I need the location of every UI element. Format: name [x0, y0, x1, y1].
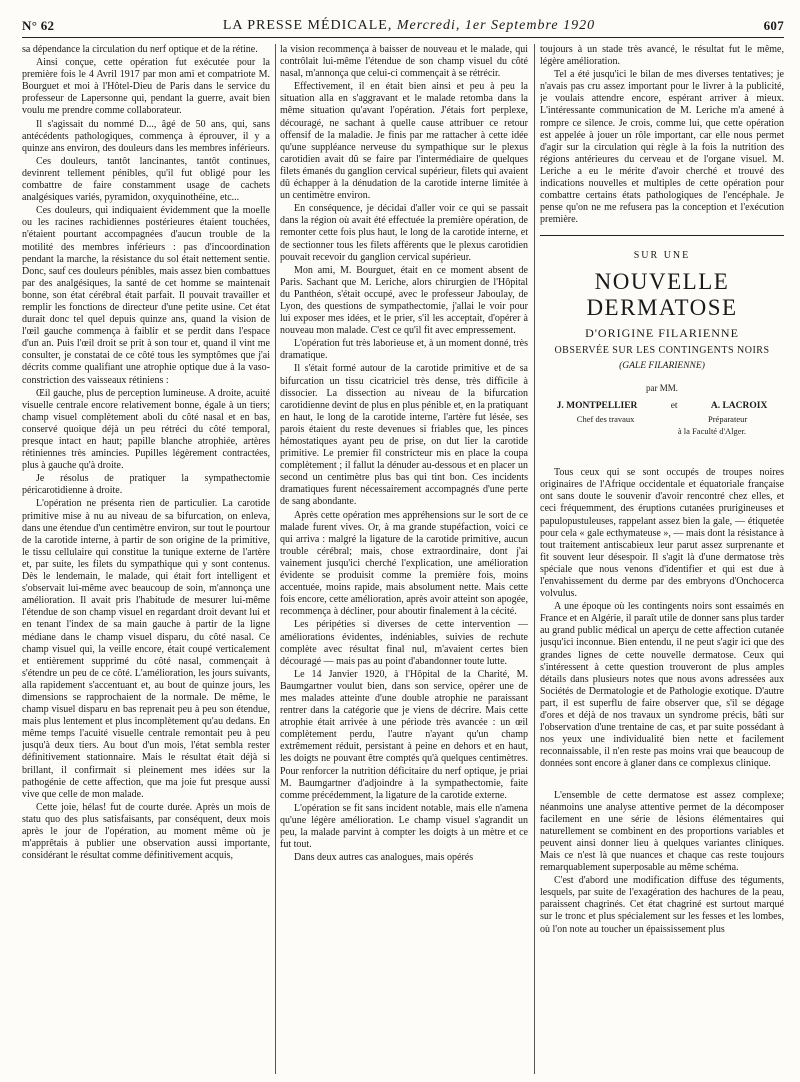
- paragraph: Il s'agissait du nommé D..., âgé de 50 ans, qui, sans antécédents pathologiques, commença à éprouver, il y a quinze ans environ, des douleurs dans les membres inférieurs.: [22, 118, 270, 154]
- paragraph: Ces douleurs, qui indiquaient évidemment que la moelle ou les racines rachidiennes postérieures étaient touchées, n'étaient pourtant accompagnées d'aucun trouble de la motilité des membres inférieurs : pas d'incoordination pendant la marche, la résistance du sol était nettement sentie. Donc, sauf ces douleurs pénibles, mais assez bien combattues par des analgésiques, la santé de cet homme se maintenait bonne, son état cérébral était parfait. Il pouvait travailler et remplir les fonctions de directeur d'une petite usine. Cet état durait donc tel quel depuis quinze ans, quand la vision de l'œil gauche commença à faiblir et se perdit dans l'espace d'un an. Puis l'œil droit se prit à son tour et, quand il vint me consulter, je constatai de ce côté tous les symptômes que j'ai décrits comme qualifiant une atrophie optique due à la vaso-constriction des vaisseaux rétiniens :: [22, 205, 270, 386]
- author-name: A. LACROIX: [710, 400, 768, 411]
- article-observed: OBSERVÉE SUR LES CONTINGENTS NOIRS: [554, 344, 770, 356]
- paragraph: L'opération fut très laborieuse et, à un moment donné, très dramatique.: [280, 338, 528, 362]
- paragraph: Tous ceux qui se sont occupés de troupes noires originaires de l'Afrique occidentale et équatoriale française ont sans doute le souvenir d'avoir rencontré chez elles, et ceci fréquemment, des éruptions cutanées prurigineuses et papulopustuleuses, rappelant assez bien la gale, — étiquetée pour cela « gale ecthymateuse », — mais dont la résistance à tout traitement antiscabieux leur parut assez surprenante et fit souvent leur désespoir. Il s'agit là d'une dermatose très spéciale que nous venons d'identifier et qui est due à l'envahissement du derme par des embryons d'Onchocerca volvulus.: [540, 467, 784, 600]
- paragraph: C'est d'abord une modification diffuse des téguments, lesquels, par suite de l'exagération des hachures de la peau, paraissent chagrinés. Cet état chagriné est surtout marqué sur le tronc et plus spécialement sur les fesses et les lombes, où l'on note au toucher un épaississement plus: [540, 875, 784, 935]
- column-divider: [275, 44, 276, 1074]
- author-conjunction: et: [670, 400, 678, 411]
- paragraph: toujours à un stade très avancé, le résultat fut le même, légère amélioration.: [540, 44, 784, 68]
- affiliations: [540, 413, 784, 425]
- affiliation: Chef des travaux: [576, 413, 635, 424]
- paragraph: Dans deux autres cas analogues, mais opérés: [294, 852, 474, 864]
- paragraph: Œil gauche, plus de perception lumineuse. A droite, acuité visuelle centrale encore relativement bonne, égale à un tiers; champ visuel complètement aboli du côté nasal et en bas, conservé quoique déjà un peu rétréci du côté temporal, presque intact en haut; papille blanche atrophiée, artères rétiniennes très amincies. Pupilles légèrement contractées, plus à gauche qu'à droite.: [22, 387, 270, 472]
- paragraph: En conséquence, je décidai d'aller voir ce qui se passait dans la région où avait été effectuée la première opération, de remonter cette fois plus haut, le long de la carotide interne, et de sectionner tous les filets afférents que le plexus carotidien pouvait recevoir du ganglion cervical supérieur.: [280, 203, 528, 263]
- article-alt-name: (GALE FILARIENNE): [619, 360, 705, 371]
- affiliation-faculty: à la Faculté d'Alger.: [677, 426, 746, 437]
- paragraph: Il s'était formé autour de la carotide primitive et de sa bifurcation un tissu cicatriciel très dense, très difficile à dissocier. La dissection au niveau de la bifurcation carotidienne devint de plus en plus pénible et, en la pratiquant en haut, le long de la carotide interne, l'artère fut lésée, ses parois étaient du reste devenues si friables que, les pinces hémostatiques ayant peu de prise, on dut lier la carotide primitive. Le premier fil constricteur mis en place la coupa complètement ; il fallut la dénuder au-dessous et en placer un second un centimètre plus bas qui tint bon. Ces incidents dramatiques furent nécessairement accompagnés d'une perte de sang abondante.: [280, 363, 528, 508]
- journal-title: [223, 18, 595, 34]
- paragraph: Le 14 Janvier 1920, à l'Hôpital de la Charité, M. Baumgartner voulut bien, dans son service, opérer une de mes malades atteinte d'une double atrophie ne paraissant rentrer dans la catégorie que je viens de décrire. Mais cette atrophie était arrivée à une période très avancée : un œil complètement perdu, l'autre n'ayant qu'un champ extrêmement réduit, persistant à peine en dehors et en haut, les doigts ne pouvant être comptés qu'à quelques centimètres. Pour renforcer la nutrition déficitaire du nerf optique, je priai M. Baumgartner d'adjoindre à la sympathectomie, faite comme précédemment, la ligature de la carotide externe.: [280, 668, 528, 801]
- paragraph: Ces douleurs, tantôt lancinantes, tantôt continues, devinrent tellement pénibles, qu'il fut obligé pour les combattre de faire constamment usage de cachets analgésiques variés, pyramidon, oxyquinothéine, etc...: [22, 155, 270, 204]
- article-title: NOUVELLE DERMATOSE: [586, 268, 738, 320]
- affiliation: Préparateur: [708, 413, 748, 424]
- paragraph: sa dépendance la circulation du nerf optique et de la rétine.: [22, 44, 258, 55]
- column-1: [22, 44, 270, 1074]
- section-gap: [540, 772, 784, 790]
- paragraph: Tel a été jusqu'ici le bilan de mes diverses tentatives; je n'avais pas cru assez important pour le livrer à la publicité, je voulais attendre encore, espérant arriver à mieux. L'intéressante communication de M. Leriche m'a amené à rompre ce silence. Je crois, comme lui, que cette opération est appelée à jouer un rôle important, car elle nous permet d'agir sur la circulation qui règle à la fois la nutrition des régions antérieures du cerveau et de l'organe visuel. M. Leriche a eu le mérite d'avoir cherché et trouvé des indications nouvelles et multiples de cette opération pour combattre certains états pathologiques de l'encéphale. Je pense qu'on ne me refusera pas la conception et l'exécution première.: [540, 69, 784, 226]
- paragraph: Cette joie, hélas! fut de courte durée. Après un mois de statu quo des plus satisfaisants, par conséquent, deux mois après le jour de l'opération, au moment même où je m'apprêtais à publier une observation aussi importante, considérant le résultat comme définitivement acquis,: [22, 801, 270, 862]
- column-3: [540, 44, 784, 1074]
- paragraph: L'opération se fit sans incident notable, mais elle n'amena qu'une légère amélioration. Le champ visuel s'agrandit un peu, la malade parvint à compter les doigts à un mètre et ce fut tout.: [280, 802, 528, 851]
- column-2: [280, 44, 528, 1074]
- by-line: par MM.: [646, 382, 678, 393]
- journal-name: LA PRESSE MÉDICALE,: [222, 18, 393, 33]
- article-separator: [540, 235, 784, 236]
- page-number: 607: [763, 18, 784, 33]
- paragraph: L'opération ne présenta rien de particulier. La carotide primitive mise à nu au niveau de sa bifurcation, on enleva, dans une étendue d'un centimètre environ, sur tout le pourtour de la carotide interne, à partir de son origine de la primitive, le tissu cellulaire qui constitue la tunique externe de l'artère et, par suite, les filets du sympathique qui y sont contenus. Dès le lendemain, le malade, qui était fort intelligent et s'observait lui-même avec beaucoup de soin, m'annonça une amélioration. Il avait pris l'habitude de mesurer lui-même l'étendue de son champ visuel en regardant droit devant lui et en tenant l'index de sa main gauche à partir de la ligne médiane dans le champ visuel disparu, du côté nasal. Ce champ visuel qui, la veille encore, était coupé verticalement et entièrement supprimé du côté nasal, commençait à s'étendre un peu de ce côté. L'amélioration, les jours suivants, alla rapidement s'accentuant et, au bout de quinze jours, les dimensions se rapprochaient de la normale. De même, le champ visuel disparu en bas reprenait peu à peu son étendue, mais plus lentement et plus incomplètement qu'au dedans. En même temps l'acuité visuelle centrale remontait peu à peu jusqu'à deux tiers. Au bout d'un mois, l'état sembla rester définitivement stationnaire. Mais le résultat était déjà si brillant, il confirmait si pleinement mes idées sur la pathogénie de cette affection, que ma joie fut presque aussi vive que celle de mon malade.: [22, 498, 270, 800]
- issue-date: Mercredi, 1er Septembre 1920: [396, 18, 596, 33]
- issue-number: N° 62: [22, 18, 55, 33]
- page-header: [22, 14, 784, 38]
- author-name: J. MONTPELLIER: [556, 400, 638, 411]
- paragraph: A une époque où les contingents noirs sont essaimés en France et en Algérie, il paraît utile de donner sans plus tarder au grand public médical un aperçu de cette affection cutanée jusqu'ici inconnue. Bien entendu, il ne peut s'agir ici que des grandes lignes de cette nouvelle dermatose. Ceux qui s'intéressent à cette question trouveront de plus amples détails dans plusieurs notes que nous avons adressées aux Sociétés de Dermatologie et de Pathologie exotique. D'autre part, il est superflu de faire observer que, s'il se dégage d'ores et déjà de nos travaux un syndrome précis, bâti sur l'observation d'une trentaine de cas, et par suite possédant à nos yeux une individualité bien nette et facilement reconnaissable, il n'en reste pas moins vrai que beaucoup de données sont encore à glaner dans ce complexus clinique.: [540, 601, 784, 770]
- column-divider: [534, 44, 535, 1074]
- paragraph: la vision recommença à baisser de nouveau et le malade, qui contrôlait lui-même l'étendue de son champ visuel du côté nasal, m'annonça que celui-ci commençait à se rétrécir.: [280, 44, 528, 80]
- paragraph: Je résolus de pratiquer la sympathectomie péricarotidienne à droite.: [22, 473, 270, 497]
- article-kicker: SUR UNE: [633, 250, 691, 262]
- paragraph: L'ensemble de cette dermatose est assez complexe; néanmoins une analyse attentive permet de la décomposer facilement en une série de lésions élémentaires qui naturellement se combinent en des proportions variables et peuvent ainsi donner lieu à quelques variantes cliniques. Mais ce n'est là que nuances et chaque cas reste toujours remarquablement superposable au même schéma.: [540, 789, 784, 874]
- paragraph: Mon ami, M. Bourguet, était en ce moment absent de Paris. Sachant que M. Leriche, alors chirurgien de l'Hôpital du Panthéon, s'était occupé, avec le professeur Jaboulay, de Lyon, des questions de sympathectomie, j'allai le voir pour lui exposer mes idées, et le prier, s'il les acceptait, d'opérer à nouveau mon malade. C'est ce qu'il fit avec empressement.: [280, 264, 528, 337]
- article-heading: [540, 250, 784, 437]
- paragraph: Effectivement, il en était bien ainsi et peu à peu la situation alla en s'aggravant et le malade retomba dans la même situation qu'avant l'opération. J'étais fort perplexe, découragé, ne sachant à quelle cause attribuer ce retour offensif de la maladie. Je finis par me rattacher à cette idée qu'une suppléance nerveuse du sympathique sur le plexus carotidien avait dû se faire par l'intermédiaire de quelques filets émanés du ganglion cervical supérieur, filets qui avaient dû échapper à la dénudation de la carotide interne limitée à un centimètre environ.: [280, 81, 528, 202]
- paragraph: Ainsi conçue, cette opération fut exécutée pour la première fois le 4 Avril 1917 par mon ami et compatriote M. Bourguet et moi à l'Hôtel-Dieu de Paris dans le service du professeur de Lapersonne qui, pendant la guerre, avait bien voulu me prendre comme collaborateur.: [22, 57, 270, 117]
- authors: [540, 400, 784, 412]
- paragraph: Après cette opération mes appréhensions sur le sort de ce malade furent vives. Or, à ma grande stupéfaction, voici ce qui arriva : malgré la ligature de la carotide primitive, aucun trouble cérébral; mais, chose extraordinaire, dont j'ai vainement jusqu'ici cherché l'explication, une amélioration évidente se produisit comme la première fois, moins accentuée, moins rapide, mais absolument nette. Mais cette fois encore, cette amélioration, après avoir atteint son apogée, recommença à décliner, pour aboutir finalement à la cécité.: [280, 509, 528, 618]
- article-subtitle: D'ORIGINE FILARIENNE: [585, 325, 739, 340]
- paragraph: Les péripéties si diverses de cette intervention — améliorations évidentes, indéniables, suivies de rechute complète avec résultat final nul, m'avaient certes bien découragé — mais pas au point d'abandonner toute lutte.: [280, 619, 528, 667]
